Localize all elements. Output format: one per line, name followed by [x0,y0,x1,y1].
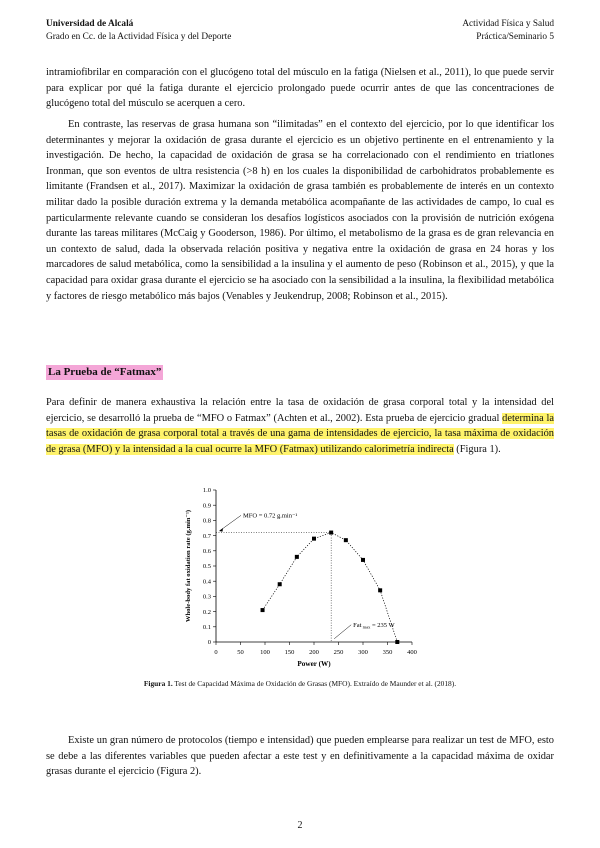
y-tick-label: 1.0 [202,487,211,495]
data-point [295,555,299,559]
y-tick-label: 0.8 [202,517,211,525]
fat-oxidation-chart [180,482,430,672]
mfo-label: MFO = 0.72 g.min⁻¹ [243,512,298,520]
y-tick-label: 0.2 [202,608,211,616]
y-tick-label: 0 [207,639,211,647]
y-tick-label: 0.9 [202,502,211,510]
figure-caption [0,679,600,688]
data-point [278,582,282,586]
session-name: Práctica/Seminario 5 [476,32,554,42]
caption-text: Test de Capacidad Máxima de Oxidación de Grasas (MFO). Extraído de Maunder et al. (2018). [172,679,457,688]
x-tick-label: 300 [358,649,368,656]
section-heading: La Prueba de “Fatmax” [48,366,162,378]
university-name: Universidad de Alcalá [46,19,134,29]
data-point [261,608,265,612]
y-axis-label: Whole-body fat oxidation rate (g.min⁻¹) [185,509,192,623]
x-axis-label: Power (W) [297,660,331,668]
x-tick-label: 150 [284,649,295,656]
y-tick-label: 0.6 [202,548,211,555]
fatmax-arrow [334,625,351,639]
degree-name: Grado en Cc. de la Actividad Física y del Deporte [46,32,232,42]
fatmax-label: Fat $_{max}$ = 235 W [353,621,395,630]
data-point [378,588,382,592]
y-tick-label: 0.4 [202,578,211,586]
x-tick-label: 400 [407,649,417,656]
y-tick-label: 0.7 [202,532,211,540]
data-point [344,538,348,542]
data-point [312,537,316,541]
caption-label: Figura 1. [143,679,173,688]
paragraph-3 [46,395,554,457]
y-tick-label: 0.3 [202,593,211,601]
x-tick-label: 350 [382,649,393,656]
x-tick-label: 100 [260,649,270,656]
y-tick-label: 0.5 [202,563,211,571]
page-header-left [46,18,231,44]
data-point [361,558,365,562]
paragraph-2: En contraste, las reservas de grasa humana son “ilimitadas” en el contexto del ejercicio, por lo que identificar los determinantes y mejorar la oxidación de grasa durante el ejercicio es un objetivo pertinente en el entrenamiento y la investigación. De hecho, la capacidad de oxidación de grasa se ha correlacionado con el rendimiento en triatlones Ironman, que son eventos de ultra resistencia (>8 h) en los cuales la disponibilidad de carbohidratos probablemente es limitante (Frandsen et al., 2017). Maximizar la oxidación de grasa también es probablemente de interés en un contexto militar dado la posible duración extrema y la demanda metabólica acompañante de las actividades de campo, lo cual es particularmente relevante cuando se consideran los desafíos logísticos asociados con la provisión de nutrición exógena durante las tareas militares (McCaig y Gooderson, 1986). Por último, el metabolismo de la grasa es de gran relevancia en un contexto de salud, dada la observada relación positiva y negativa entre la oxidación de grasa en 24 horas y los marcadores de salud metabólica, como la sensibilidad a la insulina y el aumento de peso (Robinson et al., 2015), y que la capacidad para oxidar grasa durante el ejercicio se ha asociado con la sensibilidad a la insulina, la flexibilidad metabólica y factores de riesgo metabólico más bajos (Venables y Jeukendrup, 2008; Robinson et al., 2015). [46,119,554,302]
page-number: 2 [297,820,303,831]
paragraph-3-start: Para definir de manera exhaustiva la relación entre la tasa de oxidación de grasa corporal total y la intensidad del ejercicio, se desarrolló la prueba de “MFO o Fatmax” (Achten et al., 2002). Esta prueba de ejercicio gradual [46,397,554,424]
x-tick-label: 200 [309,649,319,656]
page-header-right [462,18,554,44]
x-tick-label: 0 [214,649,218,656]
paragraph-3-end: (Figura 1). [453,443,501,455]
course-name: Actividad Física y Salud [462,19,554,29]
mfo-arrow [220,515,241,530]
data-point [395,640,399,644]
y-tick-label: 0.1 [202,624,211,631]
paragraph-4: Existe un gran número de protocolos (tiempo e intensidad) que pueden emplearse para realizar un test de MFO, esto se debe a las diferentes variables que pueden afectar a este test y en definitivamente a la capacidad máxima de oxidar grasas durante el ejercicio (Figura 2). [46,735,554,778]
highlighted-text: determina la tasas de oxidación de grasa corporal total a través de una gama de intensidades de ejercicio, la tasa máxima de oxidación de grasa (MFO) y la intensidad a la cual ocurre la MFO (Fatmax) utilizando calorimetría indirecta [46,412,555,455]
x-tick-label: 50 [237,649,244,656]
paragraph-1: intramiofibrilar en comparación con el glucógeno total del músculo en la fatiga (Nielsen et al., 2011), lo que puede servir para explicar por qué la fatiga durante el ejercicio prolongado puede ocurrir antes de que las concentraciones de glucógeno total del músculo se acerquen a cero. [46,67,554,110]
x-tick-label: 250 [333,649,344,656]
mfo-arrowhead [219,528,223,532]
